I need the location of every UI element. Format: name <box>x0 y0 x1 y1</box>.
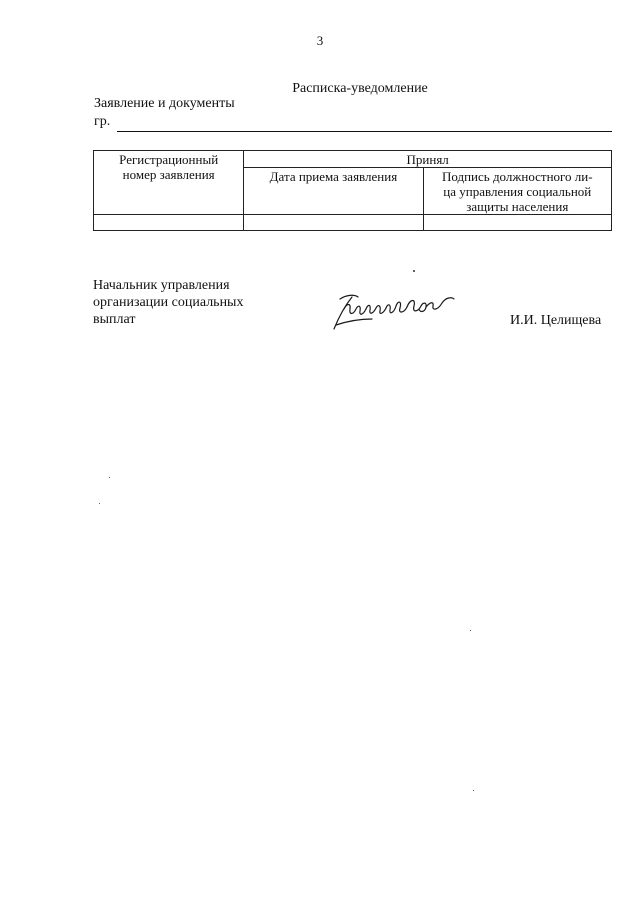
handwritten-signature-icon <box>330 285 460 340</box>
statement-line: Заявление и документы <box>94 96 235 111</box>
table-header-row <box>94 151 612 168</box>
scan-speck <box>470 630 471 631</box>
registration-number-header <box>94 151 244 215</box>
accepted-header: Принял <box>244 151 612 168</box>
citizen-name-blank-line <box>117 131 612 132</box>
official-signature-header <box>423 168 611 215</box>
official-signature-cell <box>423 215 611 231</box>
header-text-line: ца управления социальной <box>443 184 592 199</box>
header-text-line: защиты населения <box>466 199 569 214</box>
citizen-label: гр. <box>94 114 111 129</box>
header-text-line: Подпись должностного ли- <box>441 169 593 184</box>
scan-speck <box>413 270 415 272</box>
scan-speck <box>99 503 100 504</box>
position-line: организации социальных <box>93 295 244 310</box>
signatory-position <box>93 277 243 328</box>
date-received-header: Дата приема заявления <box>244 168 423 215</box>
table-row <box>94 215 612 231</box>
header-text-line: Регистрационный <box>119 152 219 167</box>
page-number: 3 <box>316 33 324 48</box>
receipt-table <box>93 150 612 231</box>
scan-speck <box>109 477 110 478</box>
registration-number-cell <box>94 215 244 231</box>
position-line: Начальник управления <box>93 278 230 293</box>
scan-speck <box>473 790 474 791</box>
position-line: выплат <box>93 312 136 327</box>
date-received-cell <box>244 215 423 231</box>
signatory-name: И.И. Целищева <box>510 313 602 328</box>
document-title: Расписка-уведомление <box>292 81 428 96</box>
header-text-line: номер заявления <box>122 167 215 182</box>
